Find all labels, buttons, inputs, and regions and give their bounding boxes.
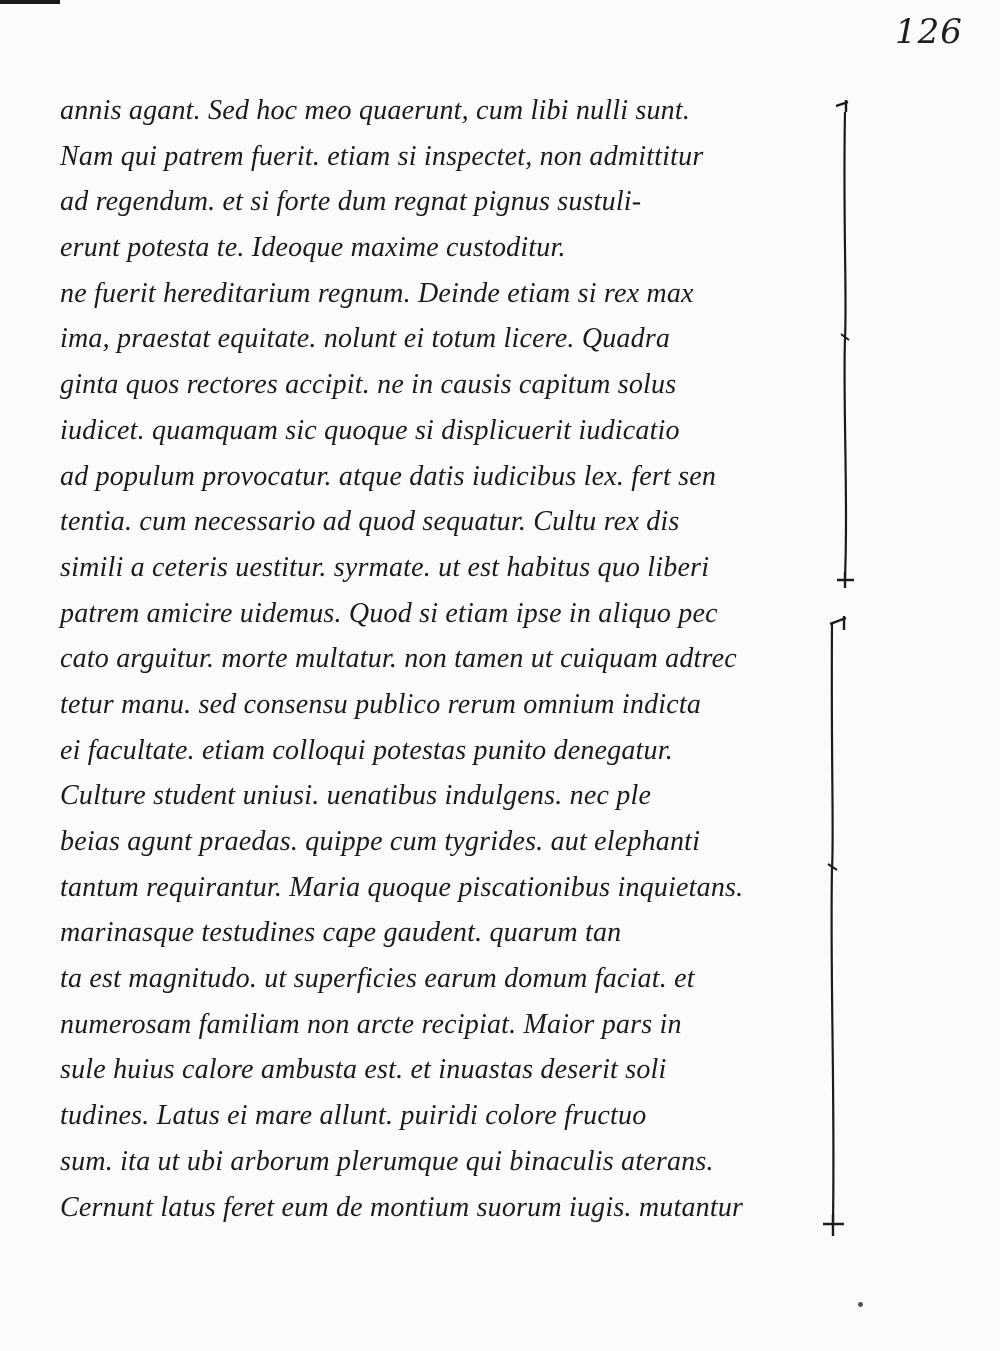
text-line: tantum requirantur. Maria quoque piscationibus inquietans.	[60, 871, 744, 903]
text-line: ad populum provocatur. atque datis iudicibus lex. fert sen	[60, 460, 717, 492]
text-line: sule huius calore ambusta est. et inuastas deserit soli	[60, 1054, 667, 1086]
paper-speck	[858, 1302, 863, 1307]
text-line: tentia. cum necessario ad quod sequatur. Cultu rex dis	[60, 506, 680, 538]
folio-number: 126	[895, 12, 963, 52]
text-line: ne fuerit hereditarium regnum. Deinde etiam si rex max	[60, 277, 694, 309]
text-line: numerosam familiam non arcte recipiat. Maior pars in	[60, 1008, 682, 1040]
marginal-bracket-upper	[826, 98, 866, 593]
text-line: simili a ceteris uestitur. syrmate. ut est habitus quo liberi	[60, 551, 710, 583]
page-edge-mark	[0, 0, 60, 4]
text-line: marinasque testudines cape gaudent. quarum tan	[60, 917, 622, 949]
text-line: ginta quos rectores accipit. ne in causis capitum solus	[60, 369, 677, 401]
text-line: iudicet. quamquam sic quoque si displicuerit iudicatio	[60, 414, 680, 446]
text-line: ima, praestat equitate. nolunt ei totum licere. Quadra	[60, 323, 671, 355]
text-line: tetur manu. sed consensu publico rerum omnium indicta	[60, 688, 702, 720]
text-line: beias agunt praedas. quippe cum tygrides. aut elephanti	[60, 826, 701, 857]
manuscript-text-block	[60, 88, 780, 1230]
text-line: Culture student uniusi. uenatibus indulgens. nec ple	[60, 780, 652, 812]
text-line: ei facultate. etiam colloqui potestas punito denegatur.	[60, 734, 673, 766]
text-line: ta est magnitudo. ut superficies earum domum faciat. et	[60, 963, 695, 995]
text-line: erunt potesta te. Ideoque maxime custoditur.	[60, 232, 566, 264]
text-line: sum. ita ut ubi arborum plerumque qui binaculis aterans.	[60, 1145, 714, 1177]
marginal-bracket-lower	[818, 610, 858, 1250]
text-line: ad regendum. et si forte dum regnat pignus sustuli-	[60, 186, 642, 218]
text-line: annis agant. Sed hoc meo quaerunt, cum libi nulli sunt.	[60, 95, 691, 126]
text-line: patrem amicire uidemus. Quod si etiam ipse in aliquo pec	[60, 597, 718, 629]
text-line: Cernunt latus feret eum de montium suorum iugis. mutantur	[60, 1191, 744, 1223]
text-line: Nam qui patrem fuerit. etiam si inspectet, non admittitur	[60, 140, 704, 172]
text-line: tudines. Latus ei mare allunt. puiridi colore fructuo	[60, 1100, 647, 1132]
text-line: cato arguitur. morte multatur. non tamen ut cuiquam adtrec	[60, 643, 737, 675]
